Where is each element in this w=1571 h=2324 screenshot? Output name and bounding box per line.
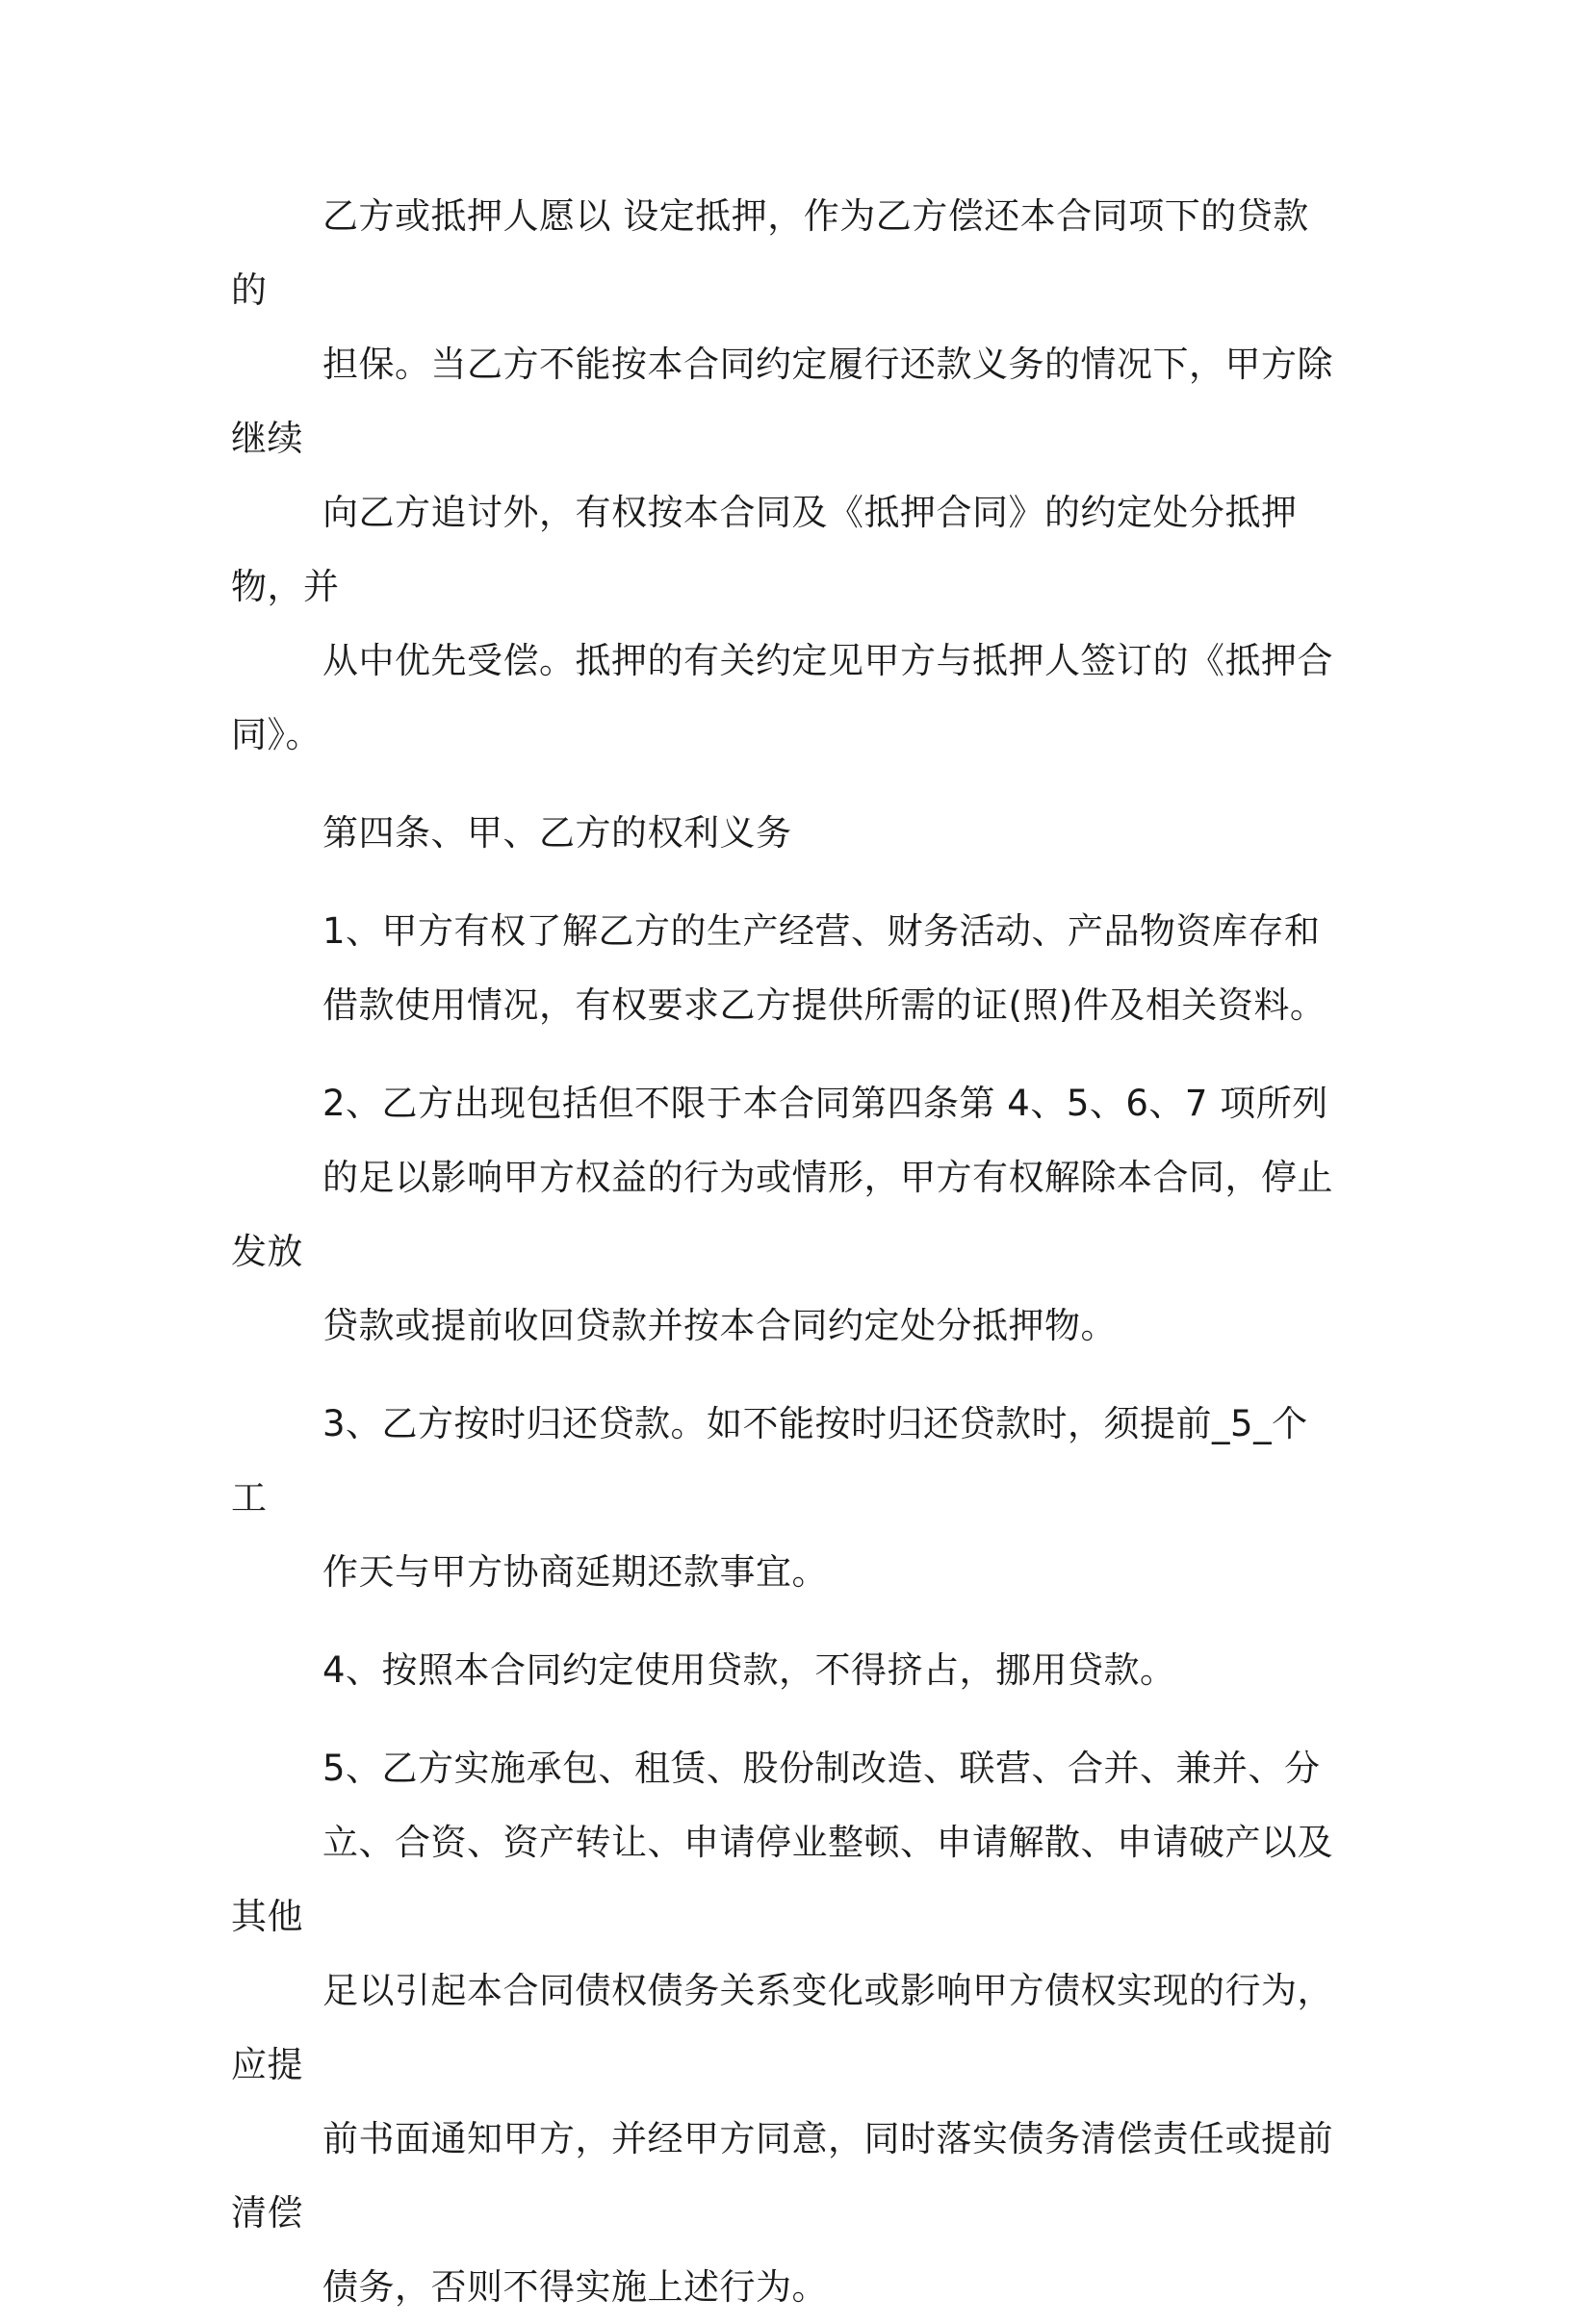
text-line: 乙方或抵押人愿以 设定抵押，作为乙方偿还本合同项下的贷款的 (231, 195, 1309, 311)
clause-5 (231, 1731, 1338, 2324)
document-body (231, 179, 1338, 2324)
text-line: 4、按照本合同约定使用贷款，不得挤占，挪用贷款。 (322, 1649, 1176, 1691)
text-line: 作天与甲方协商延期还款事宜。 (322, 1551, 828, 1593)
paragraph-gap (231, 1707, 1338, 1731)
text-line: 贷款或提前收回贷款并按本合同约定处分抵押物。 (322, 1305, 1117, 1346)
paragraph-gap (231, 1609, 1338, 1633)
text-line: 第四条、甲、乙方的权利义务 (322, 812, 792, 854)
text-line: 立、合资、资产转让、申请停业整顿、申请解散、申请破产以及其他 (231, 1822, 1333, 1937)
paragraph-mortgage-guarantee (231, 179, 1338, 772)
text-line: 担保。当乙方不能按本合同约定履行还款义务的情况下，甲方除继续 (231, 344, 1333, 459)
clause-4 (231, 1633, 1338, 1707)
paragraph-gap (231, 870, 1338, 894)
text-line: 足以引起本合同债权债务关系变化或影响甲方债权实现的行为，应提 (231, 1970, 1333, 2085)
clause-1 (231, 894, 1338, 1042)
text-line: 借款使用情况，有权要求乙方提供所需的证(照)件及相关资料。 (322, 984, 1326, 1026)
text-line: 2、乙方出现包括但不限于本合同第四条第 4、5、6、7 项所列 (322, 1083, 1328, 1124)
paragraph-gap (231, 1363, 1338, 1387)
text-line: 前书面通知甲方，并经甲方同意，同时落实债务清偿责任或提前清偿 (231, 2118, 1333, 2234)
text-line: 1、甲方有权了解乙方的生产经营、财务活动、产品物资库存和 (322, 910, 1321, 952)
paragraph-gap (231, 772, 1338, 796)
text-line: 债务，否则不得实施上述行为。 (322, 2266, 828, 2308)
paragraph-gap (231, 1042, 1338, 1066)
clause-2 (231, 1066, 1338, 1363)
text-line: 5、乙方实施承包、租赁、股份制改造、联营、合并、兼并、分 (322, 1748, 1321, 1789)
text-line: 从中优先受偿。抵押的有关约定见甲方与抵押人签订的《抵押合同》。 (231, 640, 1333, 755)
text-line: 3、乙方按时归还贷款。如不能按时归还贷款时，须提前_5_个工 (231, 1403, 1308, 1519)
text-line: 的足以影响甲方权益的行为或情形，甲方有权解除本合同，停止发放 (231, 1157, 1333, 1272)
text-line: 向乙方追讨外，有权按本合同及《抵押合同》的约定处分抵押物，并 (231, 492, 1298, 607)
clause-3 (231, 1387, 1338, 1609)
article-four-heading (231, 796, 1338, 870)
